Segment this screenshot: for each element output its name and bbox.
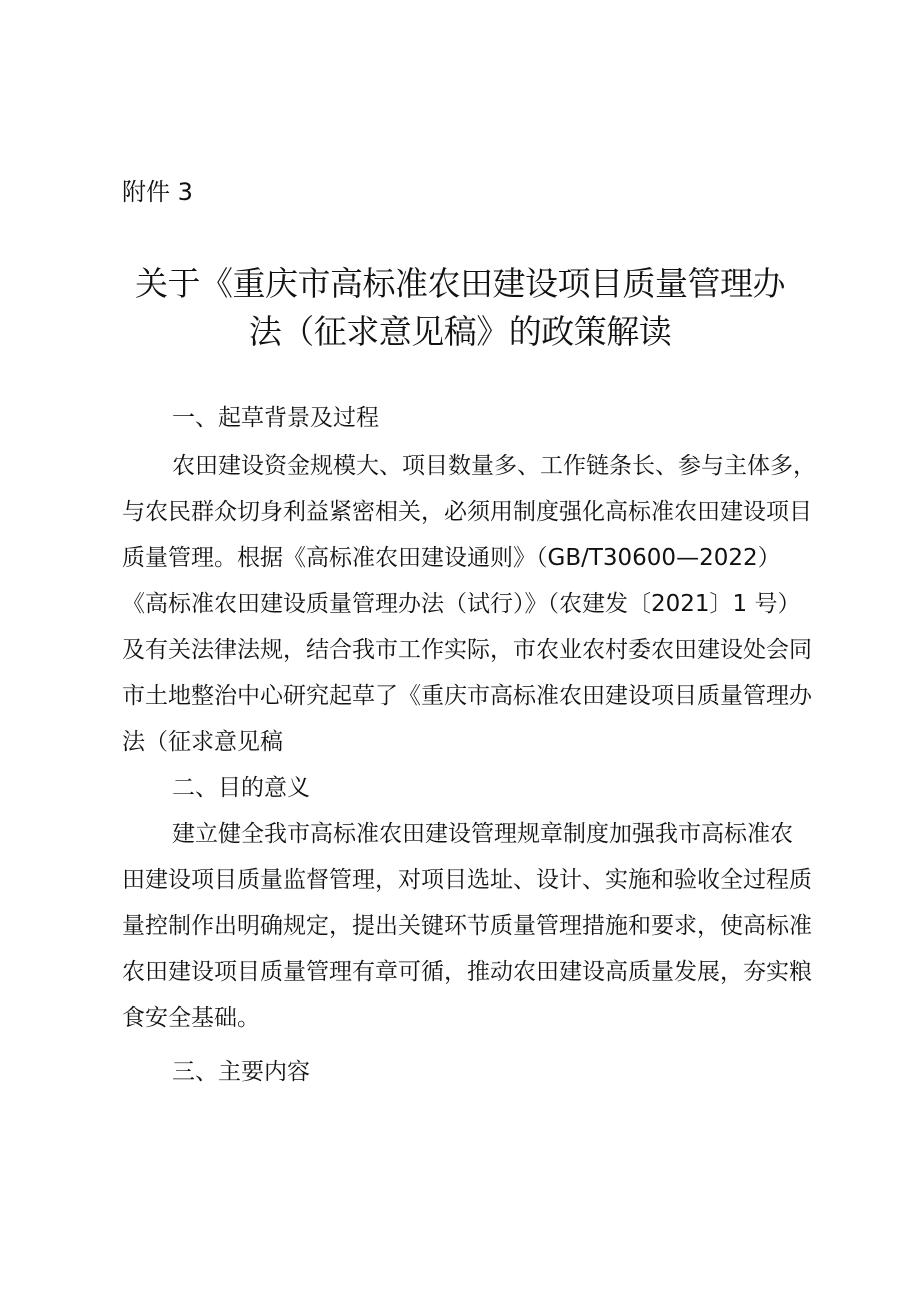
paragraph-line: 质量管理。根据《高标准农田建设通则》（GB/T30600—2022） xyxy=(122,545,781,571)
paragraph-line: 《高标准农田建设质量管理办法（试行）》（农建发〔2021〕1 号） xyxy=(122,591,801,617)
paragraph-line: 建立健全我市高标准农田建设管理规章制度加强我市高标准农 xyxy=(172,821,793,847)
paragraph-line: 农田建设资金规模大、项目数量多、工作链条长、参与主体多， xyxy=(172,453,816,479)
document-title-line-2: 法（征求意见稿》的政策解读 xyxy=(248,312,672,351)
annex-label: 附件 3 xyxy=(122,178,193,206)
section-heading-purpose: 二、目的意义 xyxy=(172,775,310,801)
paragraph-line: 市土地整治中心研究起草了《重庆市高标准农田建设项目质量管理办 xyxy=(122,683,812,709)
paragraph-line: 农田建设项目质量管理有章可循，推动农田建设高质量发展，夯实粮 xyxy=(122,959,812,985)
paragraph-line: 田建设项目质量监督管理，对项目选址、设计、实施和验收全过程质 xyxy=(122,867,812,893)
paragraph-line: 法（征求意见稿 xyxy=(122,729,283,755)
paragraph-line: 食安全基础。 xyxy=(122,1005,260,1031)
document-title-line-1: 关于《重庆市高标准农田建设项目质量管理办 xyxy=(135,264,785,303)
section-heading-main-content: 三、主要内容 xyxy=(172,1059,310,1085)
paragraph-line: 量控制作出明确规定，提出关键环节质量管理措施和要求，使高标准 xyxy=(122,913,812,939)
paragraph-line: 与农民群众切身利益紧密相关，必须用制度强化高标准农田建设项目 xyxy=(122,499,812,525)
section-heading-background: 一、起草背景及过程 xyxy=(172,405,379,431)
paragraph-line: 及有关法律法规，结合我市工作实际，市农业农村委农田建设处会同 xyxy=(122,637,812,663)
